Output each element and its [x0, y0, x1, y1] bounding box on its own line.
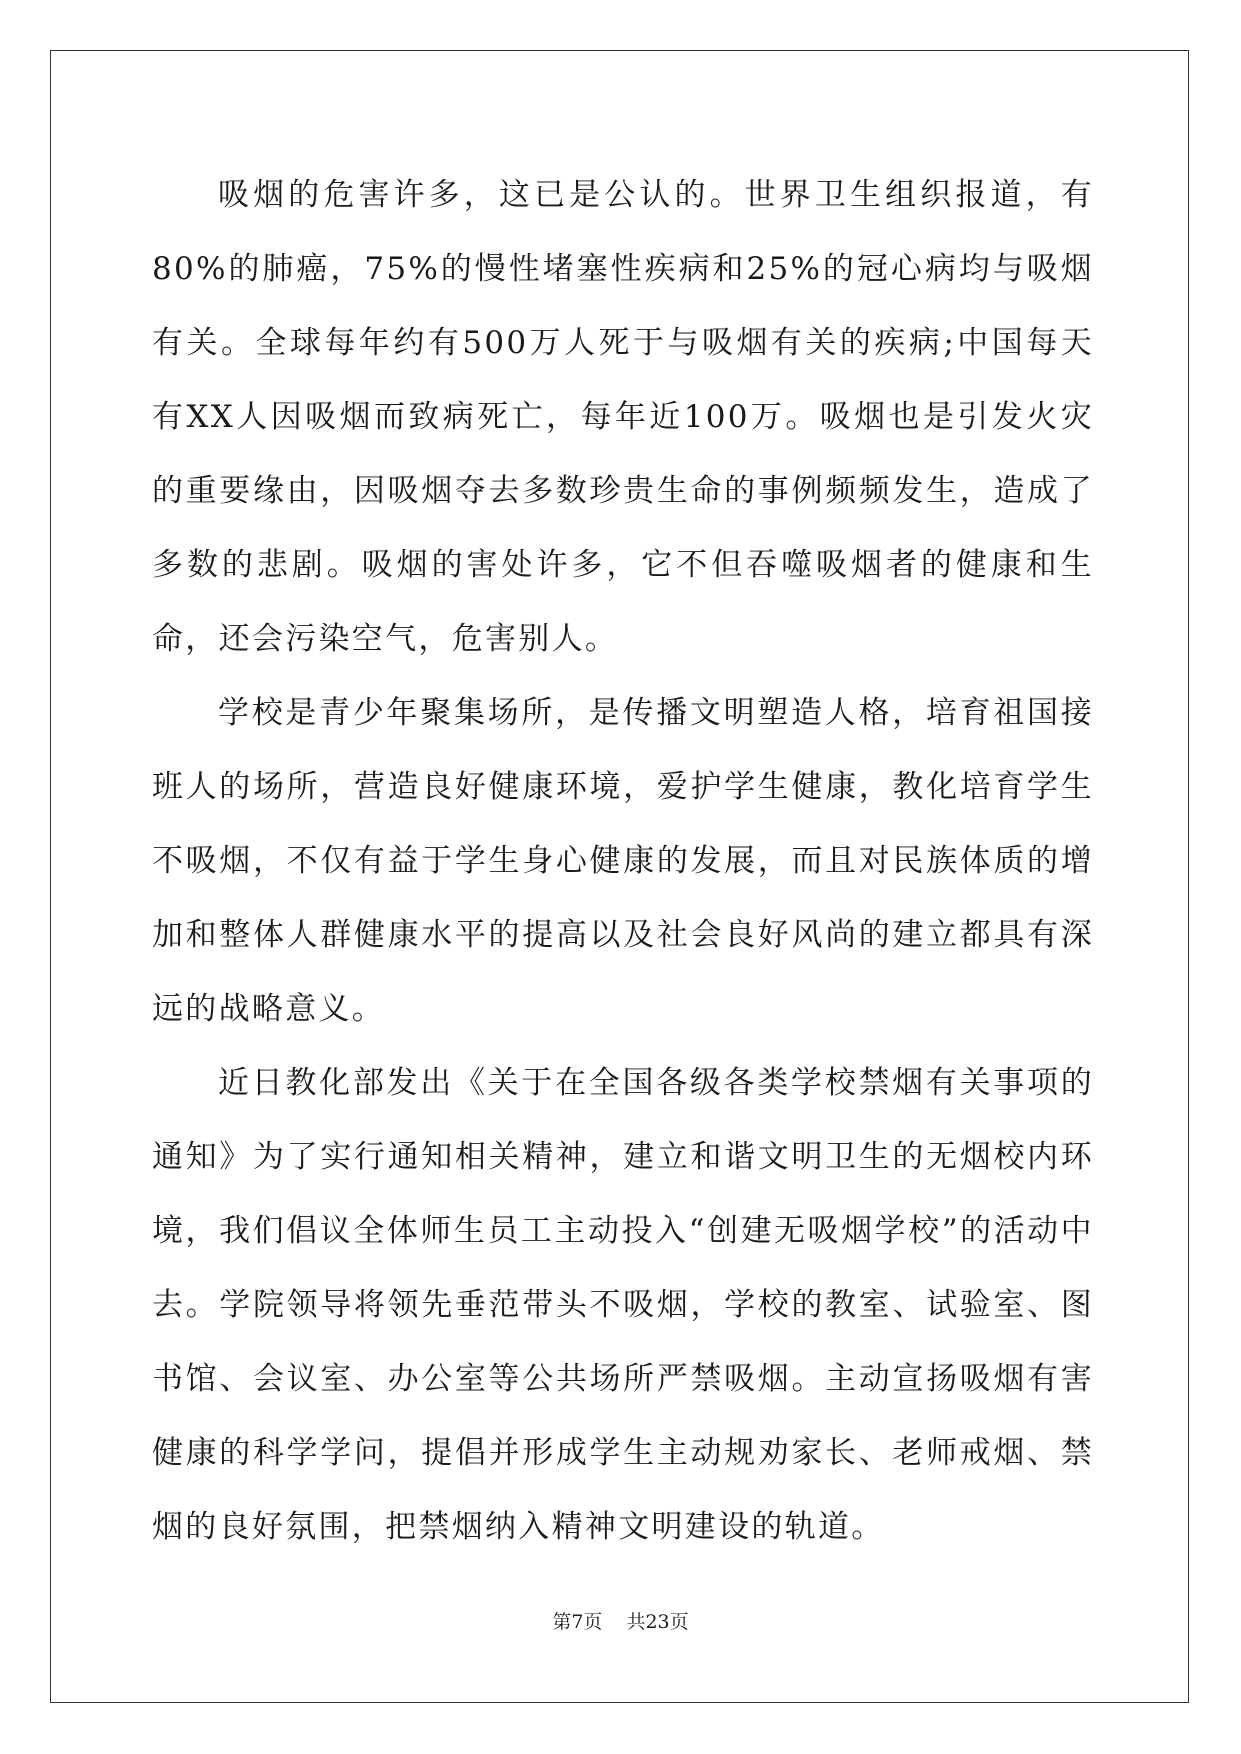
page-number: 第7页: [552, 1611, 603, 1633]
document-body: [152, 158, 1094, 1564]
paragraph-education-notice: 近日教化部发出《关于在全国各级各类学校禁烟有关事项的通知》为了实行通知相关精神，建立和谐文明卫生的无烟校内环境，我们倡议全体师生员工主动投入“创建无吸烟学校”的活动中去。学院领导将领先垂范带头不吸烟，学校的教室、试验室、图书馆、会议室、办公室等公共场所严禁吸烟。主动宣扬吸烟有害健康的科学学问，提倡并形成学生主动规劝家长、老师戒烟、禁烟的良好氛围，把禁烟纳入精神文明建设的轨道。: [152, 1065, 1094, 1545]
paragraph-smoking-harm: 吸烟的危害许多，这已是公认的。世界卫生组织报道，有80%的肺癌，75%的慢性堵塞性疾病和25%的冠心病均与吸烟有关。全球每年约有500万人死于与吸烟有关的疾病;中国每天有XX人因吸烟而致病死亡，每年近100万。吸烟也是引发火灾的重要缘由，因吸烟夺去多数珍贵生命的事例频频发生，造成了多数的悲剧。吸烟的害处许多，它不但吞噬吸烟者的健康和生命，还会污染空气，危害别人。: [152, 177, 1094, 657]
page-total: 共23页: [626, 1611, 689, 1633]
page-footer: [0, 1607, 1241, 1634]
paragraph-school-environment: 学校是青少年聚集场所，是传播文明塑造人格，培育祖国接班人的场所，营造良好健康环境，爱护学生健康，教化培育学生不吸烟，不仅有益于学生身心健康的发展，而且对民族体质的增加和整体人群健康水平的提高以及社会良好风尚的建立都具有深远的战略意义。: [152, 695, 1094, 1027]
